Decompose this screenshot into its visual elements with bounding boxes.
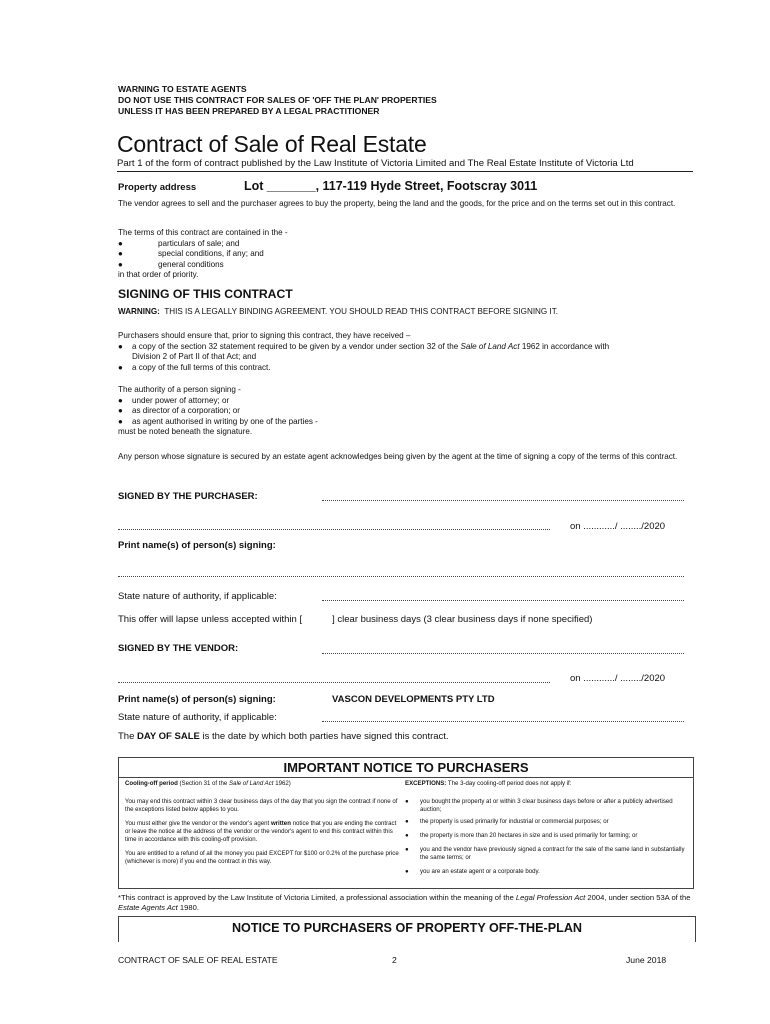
purchasers-block	[118, 331, 693, 373]
cooling-off-p1: You may end this contract within 3 clear business days of the day that you sign the contract if none of the exceptions listed below applies to you.	[125, 798, 398, 813]
terms-lead: The terms of this contract are contained in the -	[118, 228, 288, 237]
vendor-signature-line-2[interactable]	[118, 682, 550, 683]
authority-item: ● as director of a corporation; or	[118, 406, 240, 416]
purchaser-signature-line[interactable]	[322, 500, 684, 501]
warning-line-1: WARNING TO ESTATE AGENTS	[118, 84, 247, 94]
vendor-date[interactable]: on ............/ ......../2020	[570, 673, 666, 684]
footer-left: CONTRACT OF SALE OF REAL ESTATE	[118, 955, 278, 965]
terms-item: ● particulars of sale; and	[118, 238, 240, 248]
warning-line-2: DO NOT USE THIS CONTRACT FOR SALES OF 'OFF THE PLAN' PROPERTIES	[118, 95, 437, 105]
vendor-print-label: Print name(s) of person(s) signing:	[118, 694, 276, 705]
authority-lead: The authority of a person signing -	[118, 385, 241, 394]
purchaser-name-line[interactable]	[118, 576, 684, 577]
legal-warning: WARNING: THIS IS A LEGALLY BINDING AGREEMENT. YOU SHOULD READ THIS CONTRACT BEFORE SIGNING IT.	[118, 307, 558, 316]
cooling-off-p3: You are entitled to a refund of all the money you paid EXCEPT for $100 or 0.2% of the purchase price (whichever is more) if you end the contract in this way.	[125, 850, 399, 865]
exception-item: ● you and the vendor have previously signed a contract for the sale of the same land in substantially the same terms; or	[405, 846, 685, 861]
bullet-icon: ●	[405, 846, 409, 853]
property-address-value[interactable]: Lot _______, 117-119 Hyde Street, Footscray 3011	[244, 179, 538, 193]
agent-note: Any person whose signature is secured by an estate agent acknowledges being given by the agent at the time of signing a copy of the terms of this contract.	[118, 452, 678, 461]
purchaser-print-label: Print name(s) of person(s) signing:	[118, 540, 276, 551]
vendor-signed-label: SIGNED BY THE VENDOR:	[118, 643, 239, 654]
purchaser-date[interactable]: on ............/ ......../2020	[570, 521, 666, 532]
authority-item: ● as agent authorised in writing by one of the parties -	[118, 416, 318, 426]
vendor-signature-line[interactable]	[322, 653, 684, 654]
exception-item: ● you are an estate agent or a corporate body.	[405, 868, 540, 875]
bullet-icon: ●	[405, 868, 409, 875]
cooling-off-heading: Cooling-off period (Section 31 of the Sale of Land Act 1962)	[125, 780, 291, 787]
exception-item: ● the property is more than 20 hectares in size and is used primarily for farming; or	[405, 832, 638, 839]
vendor-name-value[interactable]: VASCON DEVELOPMENTS PTY LTD	[332, 694, 495, 705]
page-number: 2	[392, 955, 397, 965]
purchaser-signature-line-2[interactable]	[118, 529, 550, 530]
approval-note: *This contract is approved by the Law Institute of Victoria Limited, a professional association within the meaning of the Legal Profession Act 2004, under section 53A of the Estate Agents Act 1980.	[118, 893, 691, 912]
purchaser-authority-line[interactable]	[322, 600, 684, 601]
important-notice-box	[118, 757, 694, 889]
off-the-plan-box	[118, 916, 696, 942]
bullet-icon: ●	[118, 362, 123, 372]
exceptions-heading: EXCEPTIONS: The 3-day cooling-off period does not apply if:	[405, 780, 572, 787]
bullet-icon: ●	[118, 259, 123, 269]
day-of-sale-text: The DAY OF SALE is the date by which both parties have signed this contract.	[118, 731, 449, 742]
bullet-icon: ●	[118, 395, 123, 405]
bullet-icon: ●	[405, 832, 409, 839]
document-title: Contract of Sale of Real Estate	[117, 131, 427, 157]
purchaser-authority-label: State nature of authority, if applicable:	[118, 591, 277, 602]
purchasers-item: ● a copy of the full terms of this contract.	[118, 362, 271, 372]
intro-paragraph: The vendor agrees to sell and the purchaser agrees to buy the property, being the land and the goods, for the price and on the terms set out in this contract.	[118, 199, 676, 208]
off-the-plan-title: NOTICE TO PURCHASERS OF PROPERTY OFF-THE-PLAN	[231, 921, 583, 935]
terms-item: ● special conditions, if any; and	[118, 249, 264, 259]
authority-block	[118, 385, 693, 438]
bullet-icon: ●	[118, 341, 123, 351]
purchasers-lead: Purchasers should ensure that, prior to signing this contract, they have received –	[118, 331, 411, 340]
notice-title: IMPORTANT NOTICE TO PURCHASERS	[283, 760, 529, 775]
bullet-icon: ●	[118, 249, 123, 259]
property-address-label: Property address	[118, 182, 197, 193]
authority-item: ● under power of attorney; or	[118, 395, 230, 405]
bullet-icon: ●	[118, 238, 123, 248]
terms-tail: in that order of priority.	[118, 270, 199, 280]
agent-warning	[118, 84, 437, 117]
cooling-off-p2: You must either give the vendor or the vendor's agent written notice that you are ending the contract or leave the notice at the address of the vendor or the vendor's agent to end this contract within this time in accordance with this cooling-off provision.	[125, 820, 397, 843]
footer-right: June 2018	[626, 955, 667, 965]
bullet-icon: ●	[118, 406, 123, 416]
terms-item: ● general conditions	[118, 259, 224, 269]
vendor-authority-line[interactable]	[322, 721, 684, 722]
purchaser-signed-label: SIGNED BY THE PURCHASER:	[118, 491, 258, 502]
exceptions-list	[405, 798, 687, 876]
vendor-authority-label: State nature of authority, if applicable:	[118, 712, 277, 723]
bullet-icon: ●	[405, 818, 409, 825]
exception-item: ● you bought the property at or within 3 clear business days before or after a publicly advertised auction;	[405, 798, 673, 813]
signing-heading: SIGNING OF THIS CONTRACT	[118, 287, 293, 301]
notice-divider	[119, 777, 693, 778]
bullet-icon: ●	[405, 798, 409, 805]
bullet-icon: ●	[118, 416, 123, 426]
authority-tail: must be noted beneath the signature.	[118, 427, 253, 437]
document-subtitle: Part 1 of the form of contract published by the Law Institute of Victoria Limited and The Real Estate Institute of Victoria Ltd	[117, 158, 693, 172]
purchasers-item: ● a copy of the section 32 statement required to be given by a vendor under section 32 of the Sale of Land Act 1962 in accordance with Division 2 of Part II of that Act; and	[118, 341, 610, 362]
offer-lapse-text: This offer will lapse unless accepted within [ ] clear business days (3 clear business days if none specified)	[118, 614, 593, 625]
warning-line-3: UNLESS IT HAS BEEN PREPARED BY A LEGAL PRACTITIONER	[118, 106, 380, 116]
terms-block	[118, 228, 693, 281]
exception-item: ● the property is used primarily for industrial or commercial purposes; or	[405, 818, 609, 825]
